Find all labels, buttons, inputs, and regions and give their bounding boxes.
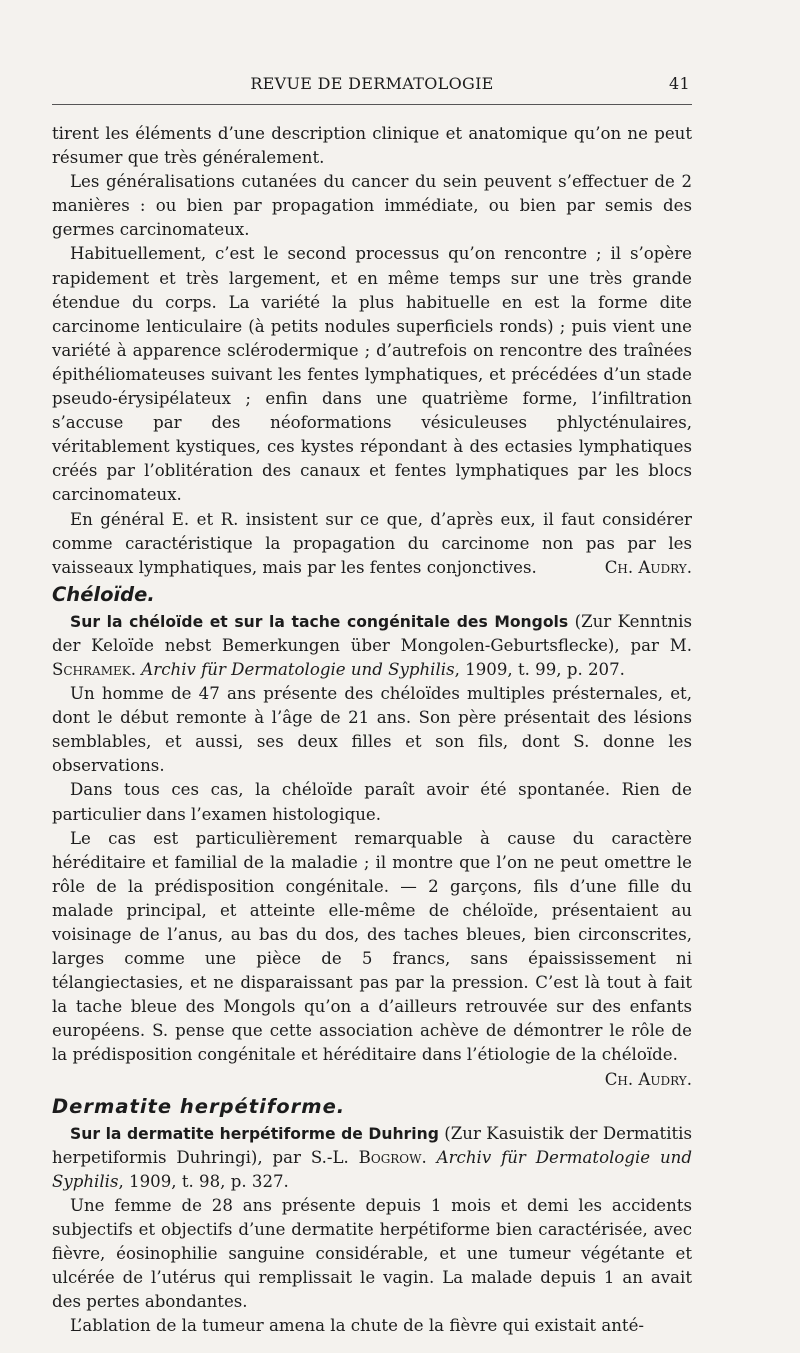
- author-name: Bogrow: [358, 1147, 422, 1167]
- citation-text: , 1909, t. 98, p. 327.: [118, 1171, 289, 1191]
- article-citation: [52, 1122, 692, 1194]
- page-number: 41: [669, 74, 690, 93]
- paragraph: Habituellement, c’est le second processus qu’on rencontre ; il s’opère rapidement et très largement, et en même temps sur une très grande étendue du corps. La variété la plus habituelle en est la forme dite carcinome lenticulaire (à petits nodules superficiels ronds) ; puis vient une variété à apparence sclérodermique ; d’autrefois on rencontre des traînées épithéliomateuses suivant les fentes lymphatiques, et précédées d’un stade pseudo-érysipélateux ; enfin dans une quatrième forme, l’infiltration s’accuse par des néoformations vésiculeuses phlycténulaires, véritablement kystiques, ces kystes répondant à des ectasies lymphatiques créés par l’oblitération des canaux et fentes lymphatiques par les blocs carcinomateux.: [52, 244, 692, 505]
- citation-text: (Zur Kasuistik der Dermatitis herpetiformis Duhringi), par S.-L.: [52, 1123, 693, 1167]
- citation-text: .: [421, 1147, 437, 1167]
- journal-title: REVUE DE DERMATOLOGIE: [250, 74, 494, 93]
- signature: Ch. Audry.: [604, 1069, 692, 1089]
- article-title: Sur la chéloïde et sur la tache congénitale des Mongols: [70, 612, 569, 631]
- citation-text: (Zur Kenntnis der Keloïde nebst Bemerkungen über Mongolen-Geburtsflecke), par M.: [52, 611, 692, 655]
- section-heading-dermatite: Dermatite herpétiforme.: [52, 1094, 346, 1118]
- author-name: Schramek: [52, 659, 131, 679]
- running-header: [52, 74, 692, 94]
- citation-text: , 1909, t. 99, p. 207.: [454, 659, 625, 679]
- paragraph: L’ablation de la tumeur amena la chute de la fièvre qui existait anté-: [70, 1316, 645, 1336]
- paragraph: [52, 508, 692, 580]
- paragraph: Dans tous ces cas, la chéloïde paraît avoir été spontanée. Rien de particulier dans l’examen histologique.: [52, 780, 692, 824]
- article-title: Sur la dermatite herpétiforme de Duhring: [70, 1124, 439, 1143]
- article-citation: [52, 610, 692, 682]
- header-rule: [52, 104, 692, 105]
- citation-text: .: [130, 659, 142, 679]
- paragraph: Les généralisations cutanées du cancer du sein peuvent s’effectuer de 2 manières : ou bien par propagation immédiate, ou bien par semis des germes carcinomateux.: [52, 172, 692, 240]
- paragraph-text: En général E. et R. insistent sur ce que, d’après eux, il faut considérer comme caractéristique la propagation du carcinome non pas par les vaisseaux lymphatiques, mais par les fentes conjonctives.: [52, 509, 692, 577]
- journal-name: Archiv für Dermatologie und Syphilis: [141, 659, 455, 679]
- paragraph: Un homme de 47 ans présente des chéloïdes multiples présternales, et, dont le début remonte à l’âge de 21 ans. Son père présentait des lésions semblables, et aussi, ses deux filles et son fils, dont S. donne les observations.: [52, 684, 692, 776]
- signature: Ch. Audry.: [604, 557, 692, 577]
- paragraph: [52, 827, 692, 1089]
- paragraph: Une femme de 28 ans présente depuis 1 mois et demi les accidents subjectifs et objectifs d’une dermatite herpétiforme bien caractérisée, avec fièvre, éosinophilie sanguine considérable, et une tumeur végétante et ulcérée de l’utérus qui remplissait le vagin. La malade depuis 1 an avait des pertes abondantes.: [52, 1195, 692, 1312]
- paragraph: tirent les éléments d’une description clinique et anatomique qu’on ne peut résumer que très généralement.: [52, 124, 692, 168]
- section-heading-cheloide: Chéloïde.: [52, 582, 155, 606]
- article-body: [52, 122, 692, 1339]
- paragraph-text: Le cas est particulièrement remarquable à cause du caractère héréditaire et familial de la maladie ; il montre que l’on ne peut omettre le rôle de la prédisposition congénitale. — 2 garçons, fils d’une fille du malade principal, et atteinte elle-même de chéloïde, présentaient au voisinage de l’anus, au bas du dos, des taches bleues, bien circonscrites, larges comme une pièce de 5 francs, sans épaississement ni télangiectasies, et ne disparaissant pas par la pression. C’est là tout à fait la tache bleue des Mongols qu’on a d’ailleurs retrouvée sur des enfants européens. S. pense que cette association achève de démontrer le rôle de la prédisposition congénitale et héréditaire dans l’étiologie de la chéloïde.: [52, 828, 692, 1065]
- journal-name: Archiv für Dermatologie und Syphilis: [52, 1147, 692, 1191]
